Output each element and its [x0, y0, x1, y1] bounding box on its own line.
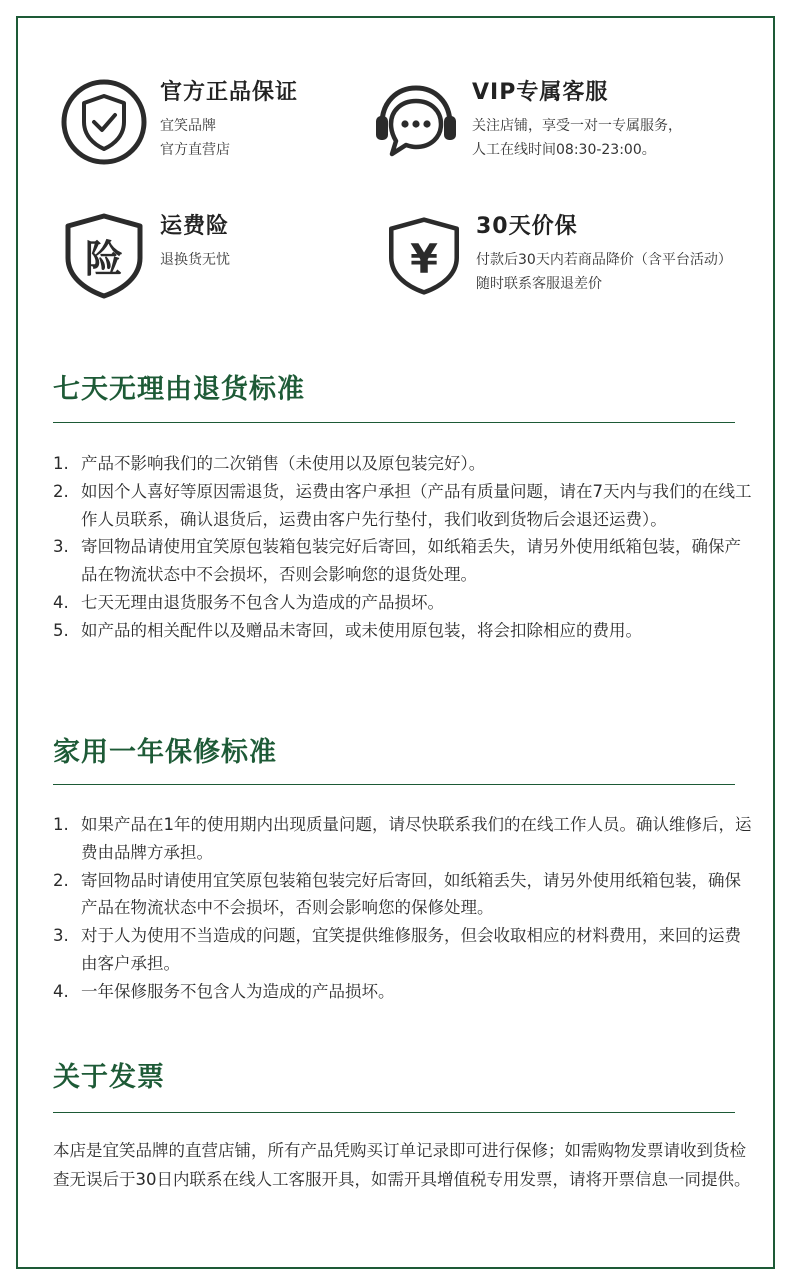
shield-险-icon: [60, 212, 148, 300]
feature-title: 运费险: [160, 214, 230, 239]
item-text: 七天无理由退货服务不包含人为造成的产品损坏。: [81, 592, 444, 612]
feature-line: 付款后30天内若商品降价（含平台活动）: [476, 252, 732, 268]
shield-glyph: ¥: [410, 236, 438, 283]
headset-chat-icon: [372, 78, 460, 166]
list-item: [53, 533, 753, 589]
item-number: 2.: [53, 481, 69, 501]
feature-line: 人工在线时间08:30-23:00。: [472, 142, 656, 158]
item-text: 寄回物品请使用宜笑原包装箱包装完好后寄回，如纸箱丢失，请另外使用纸箱包装，确保产品在物流状态中不会损坏，否则会影响您的退货处理。: [81, 537, 741, 585]
list-item: [53, 978, 753, 1006]
list-item: [53, 811, 753, 867]
section-divider: [53, 1112, 735, 1113]
item-number: 4.: [53, 592, 69, 612]
feature-title: 30天价保: [476, 214, 578, 239]
item-number: 1.: [53, 454, 69, 473]
section-divider: [53, 422, 735, 423]
feature-line: 随时联系客服退差价: [476, 276, 602, 292]
feature-line: 退换货无忧: [160, 252, 230, 268]
item-text: 如产品的相关配件以及赠品未寄回，或未使用原包装，将会扣除相应的费用。: [81, 620, 642, 640]
item-number: 3.: [53, 926, 69, 946]
warranty-policy-list: [53, 811, 753, 1006]
item-text: 寄回物品时请使用宜笑原包装箱包装完好后寄回，如纸箱丢失，请另外使用纸箱包装，确保产品在物流状态中不会损坏，否则会影响您的保修处理。: [81, 870, 741, 918]
item-number: 3.: [53, 537, 69, 557]
feature-shipping-insurance: [60, 212, 230, 300]
list-item: [53, 922, 753, 978]
shield-check-icon: [60, 78, 148, 166]
feature-price-protection: [384, 212, 732, 300]
list-item: [53, 589, 753, 617]
feature-line: 宜笑品牌: [160, 118, 216, 134]
item-number: 5.: [53, 620, 69, 640]
feature-title: 官方正品保证: [160, 80, 299, 105]
item-number: 4.: [53, 981, 69, 1001]
item-text: 对于人为使用不当造成的问题，宜笑提供维修服务，但会收取相应的材料费用，来回的运费由客户承担。: [81, 926, 741, 973]
item-text: 一年保修服务不包含人为造成的产品损坏。: [81, 981, 395, 1001]
shield-yen-icon: [384, 212, 464, 300]
feature-authentic: [60, 78, 298, 166]
list-item: [53, 867, 753, 923]
item-text: 如因个人喜好等原因需退货，运费由客户承担（产品有质量问题，请在7天内与我们的在线工作人员联系，确认退货后，运费由客户先行垫付，我们收到货物后会退还运费）。: [81, 481, 752, 529]
list-item: [53, 450, 753, 478]
feature-title: VIP专属客服: [472, 80, 609, 105]
shield-glyph: 险: [84, 237, 124, 281]
item-number: 2.: [53, 870, 69, 890]
feature-vip-service: [372, 78, 682, 166]
feature-line: 关注店铺，享受一对一专属服务，: [472, 118, 682, 134]
section-title-return: 七天无理由退货标准: [53, 374, 305, 405]
feature-line: 官方直营店: [160, 142, 230, 158]
list-item: [53, 478, 753, 534]
return-policy-list: [53, 450, 753, 645]
invoice-text: 本店是宜笑品牌的直营店铺，所有产品凭购买订单记录即可进行保修；如需购物发票请收到货检查无误后于30日内联系在线人工客服开具，如需开具增值税专用发票，请将开票信息一同提供。: [53, 1141, 751, 1189]
item-text: 产品不影响我们的二次销售（未使用以及原包装完好）。: [81, 454, 486, 473]
list-item: [53, 617, 753, 645]
section-divider: [53, 784, 735, 785]
item-text: 如果产品在1年的使用期内出现质量问题，请尽快联系我们的在线工作人员。确认维修后，运费由品牌方承担。: [81, 815, 752, 862]
section-title-warranty: 家用一年保修标准: [53, 737, 277, 768]
section-title-invoice: 关于发票: [53, 1062, 165, 1093]
item-number: 1.: [53, 815, 69, 834]
